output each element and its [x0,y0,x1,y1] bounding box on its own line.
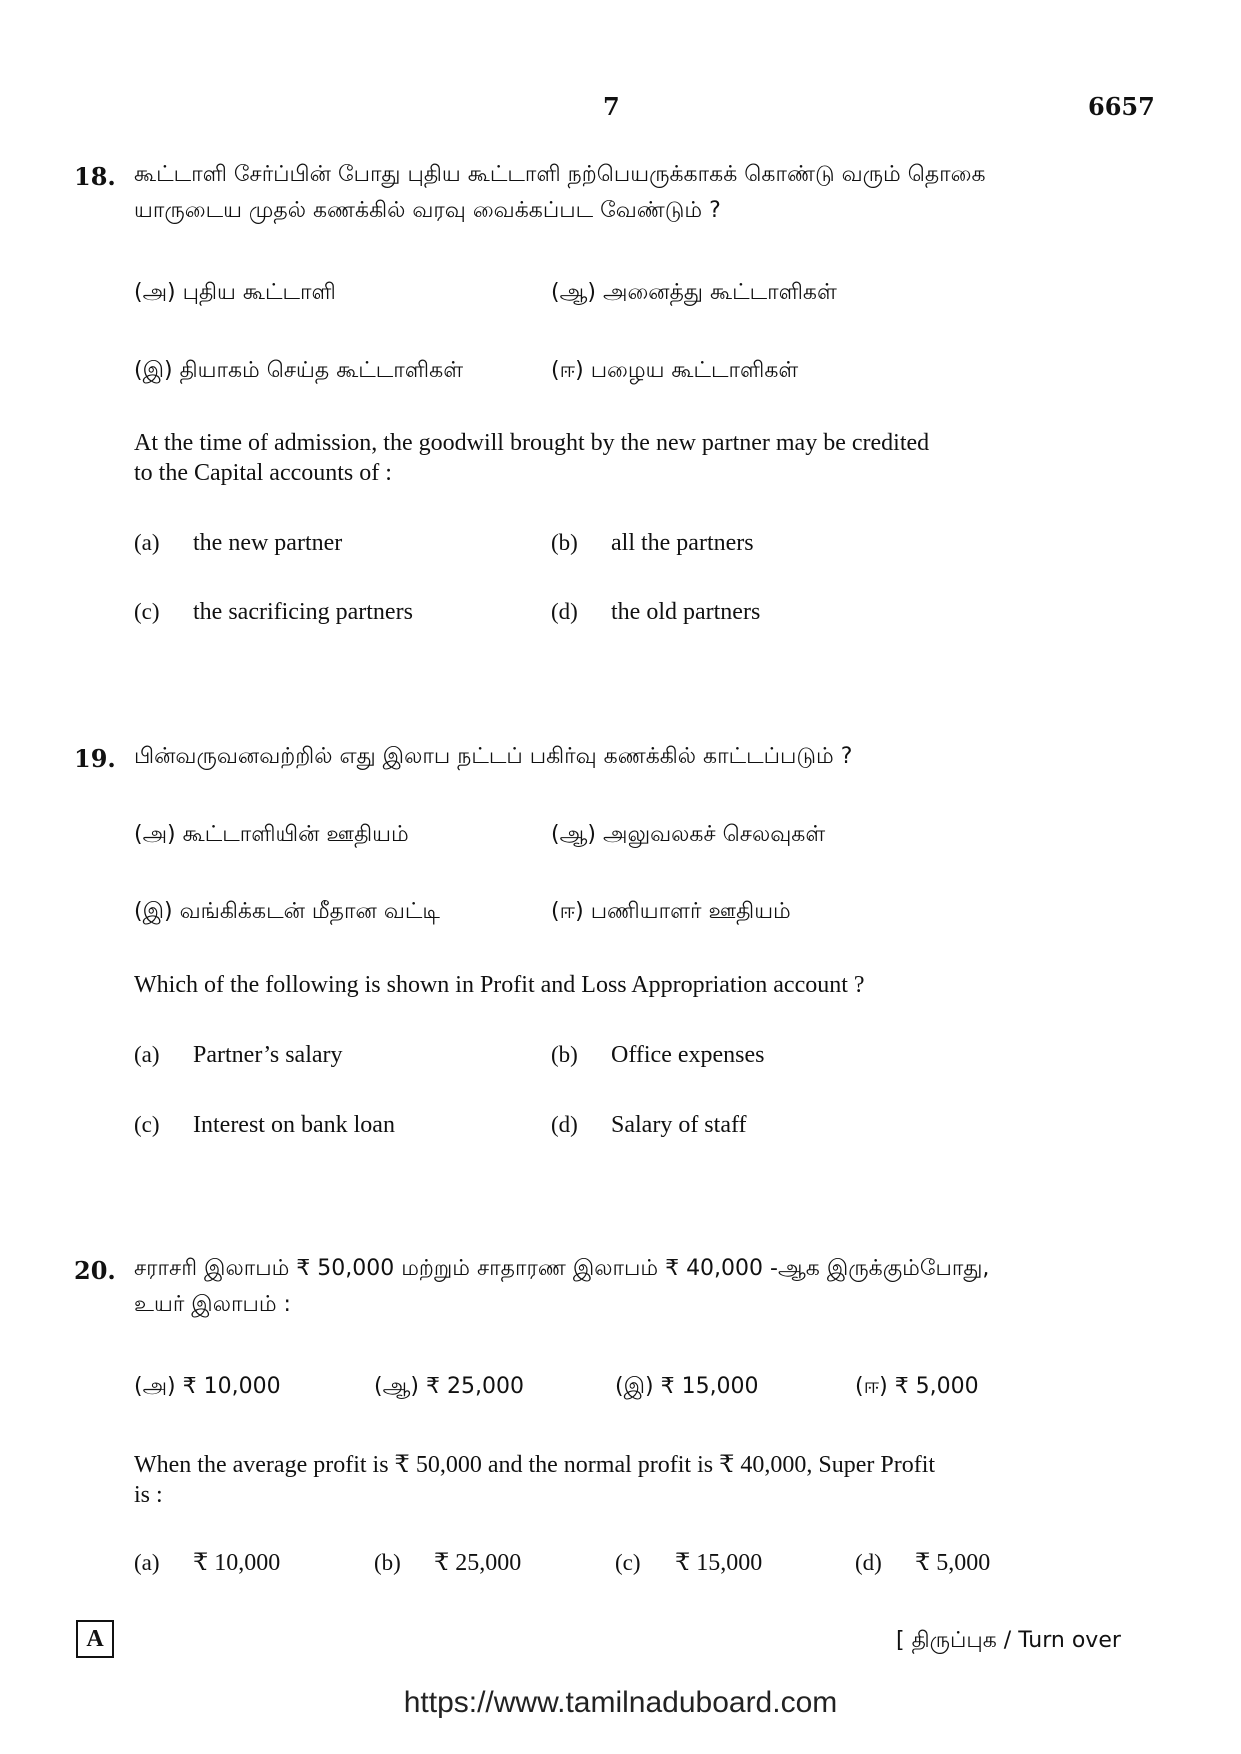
option-key: (a) [134,1550,160,1575]
option-key: (b) [374,1550,401,1575]
option-english-a [134,528,160,558]
option-english-c-text: the sacrificing partners [193,599,413,625]
option-text: பணியாளர் ஊதியம் [590,899,791,924]
option-key: (ஈ) [551,358,584,383]
option-key: (இ) [134,358,173,383]
option-key: (b) [551,530,578,555]
option-english-d [855,1548,882,1578]
option-text: அனைத்து கூட்டாளிகள் [603,280,837,305]
option-text: தியாகம் செய்த கூட்டாளிகள் [179,358,464,383]
option-text: பழைய கூட்டாளிகள் [590,358,799,383]
turn-over-label: [ திருப்புக / Turn over [896,1628,1121,1653]
option-tamil-a [134,280,336,308]
option-text: ₹ 10,000 [182,1374,281,1399]
option-key: (ஆ) [551,822,596,847]
option-english-b-text: Office expenses [611,1042,765,1068]
option-key: (ஆ) [374,1374,419,1399]
option-tamil-d [551,899,791,927]
option-english-c-text: ₹ 15,000 [675,1550,763,1576]
option-english-d [551,1110,578,1140]
option-text: கூட்டாளியின் ஊதியம் [182,822,409,847]
option-tamil-d [551,358,798,386]
option-key: (ஈ) [551,899,584,924]
option-english-b-text: all the partners [611,530,754,556]
option-english-d-text: ₹ 5,000 [915,1550,991,1576]
option-english-b [374,1548,401,1578]
option-text: புதிய கூட்டாளி [182,280,336,305]
question-tamil-line-1: கூட்டாளி சேர்ப்பின் போது புதிய கூட்டாளி நற்பெயருக்காகக் கொண்டு வரும் தொகை [134,162,986,187]
question-tamil-line-2: யாருடைய முதல் கணக்கில் வரவு வைக்கப்பட வேண்டும் ? [134,198,721,223]
option-text: வங்கிக்கடன் மீதான வட்டி [179,899,440,924]
option-key: (c) [615,1550,641,1575]
question-number: 18. [74,162,116,191]
option-key: (d) [551,599,578,624]
option-english-c [615,1548,641,1578]
option-key: (c) [134,599,160,624]
option-tamil-c [615,1374,759,1402]
option-key: (c) [134,1112,160,1137]
option-english-a [134,1548,160,1578]
question-number: 19. [74,744,116,773]
option-key: (அ) [134,822,176,847]
question-english-line-2: is : [134,1482,163,1508]
option-text: ₹ 25,000 [426,1374,524,1399]
page-number: 7 [603,92,620,121]
question-tamil-line-2: உயர் இலாபம் : [134,1292,291,1317]
option-key: (b) [551,1042,578,1067]
option-key: (d) [551,1112,578,1137]
version-box: A [76,1620,114,1658]
option-english-b [551,1040,578,1070]
option-text: அலுவலகச் செலவுகள் [603,822,826,847]
option-key: (இ) [134,899,173,924]
option-tamil-c [134,899,440,927]
option-english-c [134,597,160,627]
option-english-a-text: ₹ 10,000 [193,1550,281,1576]
option-tamil-c [134,358,463,386]
option-key: (a) [134,530,160,555]
option-key: (இ) [615,1374,654,1399]
option-english-b [551,528,578,558]
option-key: (ஆ) [551,280,596,305]
option-text: ₹ 5,000 [894,1374,979,1399]
option-tamil-b [374,1374,524,1402]
option-key: (ஈ) [855,1374,888,1399]
option-text: ₹ 15,000 [660,1374,759,1399]
question-english-line-1: Which of the following is shown in Profit and Loss Appropriation account ? [134,972,865,998]
option-english-c-text: Interest on bank loan [193,1112,395,1138]
option-english-c [134,1110,160,1140]
question-tamil-line-1: சராசரி இலாபம் ₹ 50,000 மற்றும் சாதாரண இலாபம் ₹ 40,000 -ஆக இருக்கும்போது, [134,1256,990,1281]
option-key: (அ) [134,280,176,305]
option-english-a [134,1040,160,1070]
option-tamil-b [551,822,825,850]
question-number: 20. [74,1256,116,1285]
option-english-d-text: the old partners [611,599,761,625]
option-english-b-text: ₹ 25,000 [434,1550,522,1576]
source-url[interactable]: https://www.tamilnaduboard.com [403,1686,838,1719]
option-key: (a) [134,1042,160,1067]
option-english-d [551,597,578,627]
question-english-line-2: to the Capital accounts of : [134,460,392,486]
question-english-line-1: At the time of admission, the goodwill brought by the new partner may be credited [134,430,930,456]
option-english-d-text: Salary of staff [611,1112,747,1138]
question-tamil-line-1: பின்வருவனவற்றில் எது இலாப நட்டப் பகிர்வு கணக்கில் காட்டப்படும் ? [134,744,853,769]
option-tamil-b [551,280,837,308]
question-english-line-1: When the average profit is ₹ 50,000 and the normal profit is ₹ 40,000, Super Profit [134,1452,936,1478]
paper-code: 6657 [1088,92,1155,121]
option-english-a-text: Partner’s salary [193,1042,343,1068]
option-key: (அ) [134,1374,176,1399]
option-tamil-a [134,822,409,850]
option-tamil-a [134,1374,281,1402]
option-tamil-d [855,1374,979,1402]
option-key: (d) [855,1550,882,1575]
option-english-a-text: the new partner [193,530,343,556]
